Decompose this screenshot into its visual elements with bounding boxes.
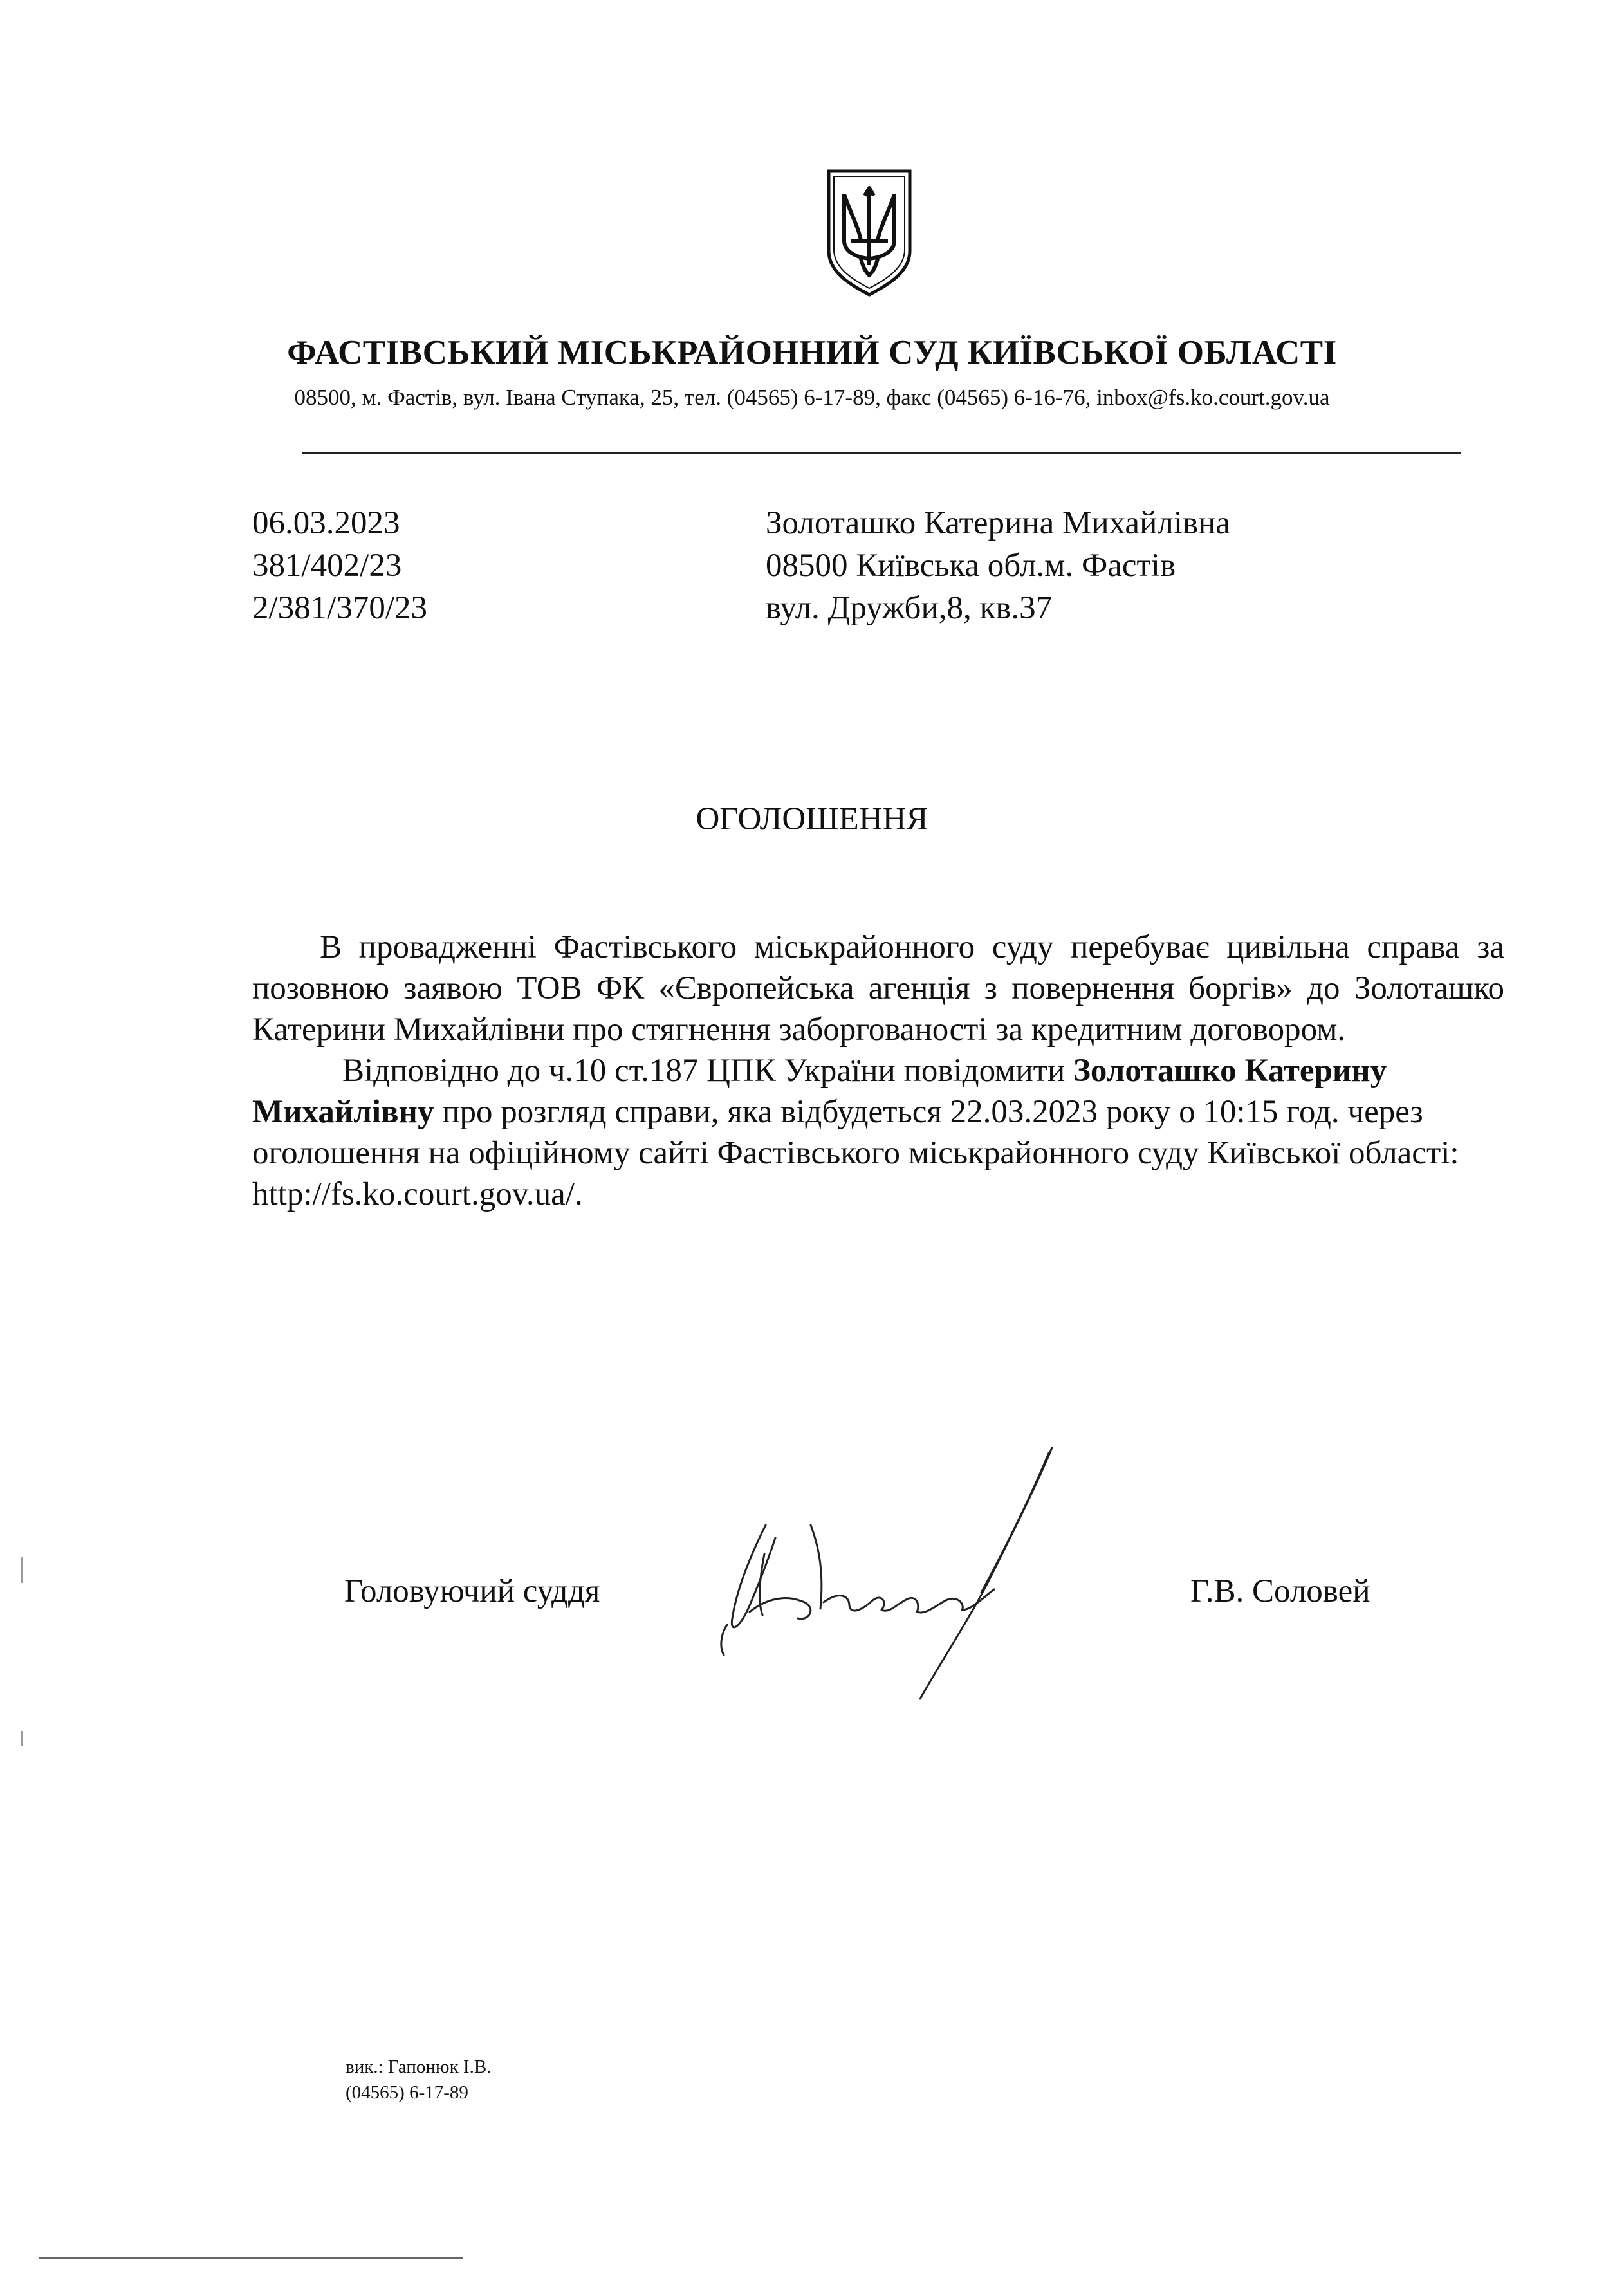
recipient-address-line1: 08500 Київська обл.м. Фастів: [766, 548, 1176, 584]
notice-paragraph-2-text: Відповідно до ч.10 ст.187 ЦПК України повідомити: [342, 1053, 1073, 1089]
notice-body: [252, 927, 1504, 1215]
scan-artifact: [21, 1557, 23, 1583]
case-number: 2/381/370/23: [252, 590, 428, 626]
recipient-name: Золоташко Катерина Михайлівна: [766, 505, 1230, 541]
executor-name: вик.: Гапонюк І.В.: [346, 2057, 492, 2077]
document-date: 06.03.2023: [252, 505, 400, 541]
recipient-block: [766, 502, 1230, 629]
judge-title: Головуючий суддя: [344, 1573, 600, 1609]
header-divider: [302, 452, 1461, 454]
scan-artifact: [21, 1731, 23, 1746]
notice-title: ОГОЛОШЕННЯ: [696, 801, 928, 837]
defendant-name-bold: Золоташко Катерину Михайлівну: [252, 1053, 1387, 1130]
executor-info: [346, 2054, 491, 2105]
footer-line: [39, 2257, 463, 2259]
notice-paragraph-2-text-end: про розгляд справи, яка відбудеться 22.03.2023 року о 10:15 год. через оголошення на офіційному сайті Фастівського міськрайонного суду Київської області: http://fs.ko.court.gov.ua/.: [252, 1094, 1459, 1212]
judge-name: Г.В. Соловей: [1190, 1573, 1370, 1609]
recipient-address-line2: вул. Дружби,8, кв.37: [766, 590, 1053, 626]
court-address: 08500, м. Фастів, вул. Івана Ступака, 25, тел. (04565) 6-17-89, факс (04565) 6-16-76, inbox@fs.ko.court.gov.ua: [294, 385, 1330, 410]
notice-paragraph-2: [252, 1050, 1504, 1215]
court-name-heading: ФАСТІВСЬКИЙ МІСЬКРАЙОННИЙ СУД КИЇВСЬКОЇ ОБЛАСТІ: [287, 334, 1337, 371]
executor-phone: (04565) 6-17-89: [346, 2082, 468, 2103]
trident-emblem-icon: [825, 169, 914, 297]
handwritten-signature-icon: [688, 1441, 1062, 1712]
document-meta: [252, 502, 427, 629]
notice-paragraph-1: В провадженні Фастівського міськрайонного суду перебуває цивільна справа за позовною заявою ТОВ ФК «Європейська агенція з повернення боргів» до Золоташко Катерини Михайлівни про стягнення заборгованості за кредитним договором.: [252, 929, 1504, 1048]
outgoing-number: 381/402/23: [252, 548, 402, 584]
